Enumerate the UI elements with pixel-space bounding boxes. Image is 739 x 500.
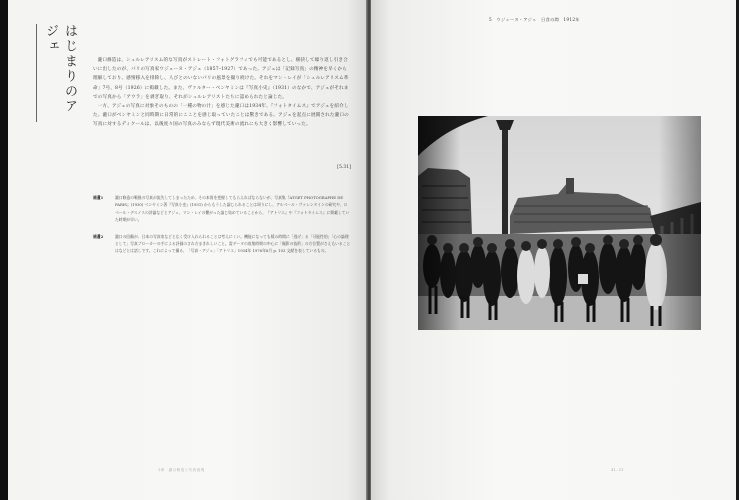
footnote-text: 瀧口修造の戦後の写真が流失してしまったため、その本質を把握してもらえればならないが、写真集『ATGET PHOTOGRAPHE DE PARIS』(1930) ベンヤミン著『写真小史』(1931) からもうした論じられることは周りにし、アルベール・ヴァレンタインの研究や、ロベール・デスノスの評論などとアジェ、マン・レイの繋がった論じ始めていることから、『アトリエ』や『フォトタイムス』に掲載していた時期が早い。	[115, 195, 350, 223]
left-page	[8, 0, 368, 500]
paragraph-2: 一方、アジェの写真に対象そのものの「一種の物の汁」を感じた瀧口は1934年、『フォトタイムス』でアジェを紹介した。瀧口がベンヤミンと同時期に日常的にこことを感じ取っていたことは驚きである。アジェを起点に展開された瀧口の写真に対するディクールは、以後度々国の写真のみならず現代美術の流れにも大きく影響していった。	[93, 104, 349, 128]
right-page-footer: 41–51	[611, 468, 624, 472]
right-page	[371, 0, 739, 500]
body-text	[93, 56, 351, 130]
running-head: 5 ウジェーヌ・アジェ 日食の間 1912年	[489, 17, 580, 22]
citation: [5.31]	[337, 165, 351, 170]
footnote-label: 補遺2	[93, 233, 104, 239]
footnote-2	[93, 233, 351, 255]
left-page-footer: 1章 瀧口修造と写真表現	[158, 468, 205, 472]
eclipse-crowd-photo	[418, 116, 701, 330]
footnote-label: 補遺1	[93, 195, 104, 200]
paragraph-1: 瀧口修造は、シュルレアリスム的な写真がストレート・フォトグラフィでも可能であるとし、剔抉して繰り返し引き合いに出したのが、パリの写真家ウジェーヌ・アジェ（1857–1927）であった。アジェは「記録写真」の精神を早くから理解しており、感情移入を排除し、人びとのいないパリの風景を撮り続けた。それをマン・レイが「シュルレアリスム革命」7号、8号（1926）に掲載した。また、ヴァルター・ベンヤミンは『写真小史』（1931）のなかで、アジェがそれまでの写真から「アウラ」を剥ぎ取り、それがシュルレアリストたちに認められたと論じた。	[93, 58, 349, 100]
footnote-text: 瀧口の回顧が、日本の写真家などと広く受け入れられることは考えにくい。機能になっても積み時間に「逃げ」る「可能性的」「心の論理として」写真ブローカーの手による評価のされ方まきれしいこと。當データの収集時期の中心に「撮影の技術」の方位置がさえもいることはなどとは話しです。これによって撮る、「写真・アジェ」「アトリエ」1934年 1976年8月 p. 103 文献を表しているもの。	[115, 233, 351, 254]
footnotes	[93, 194, 351, 264]
chapter-vertical-title: はじまりのアジェ	[36, 24, 79, 122]
footnote-1	[93, 194, 351, 224]
